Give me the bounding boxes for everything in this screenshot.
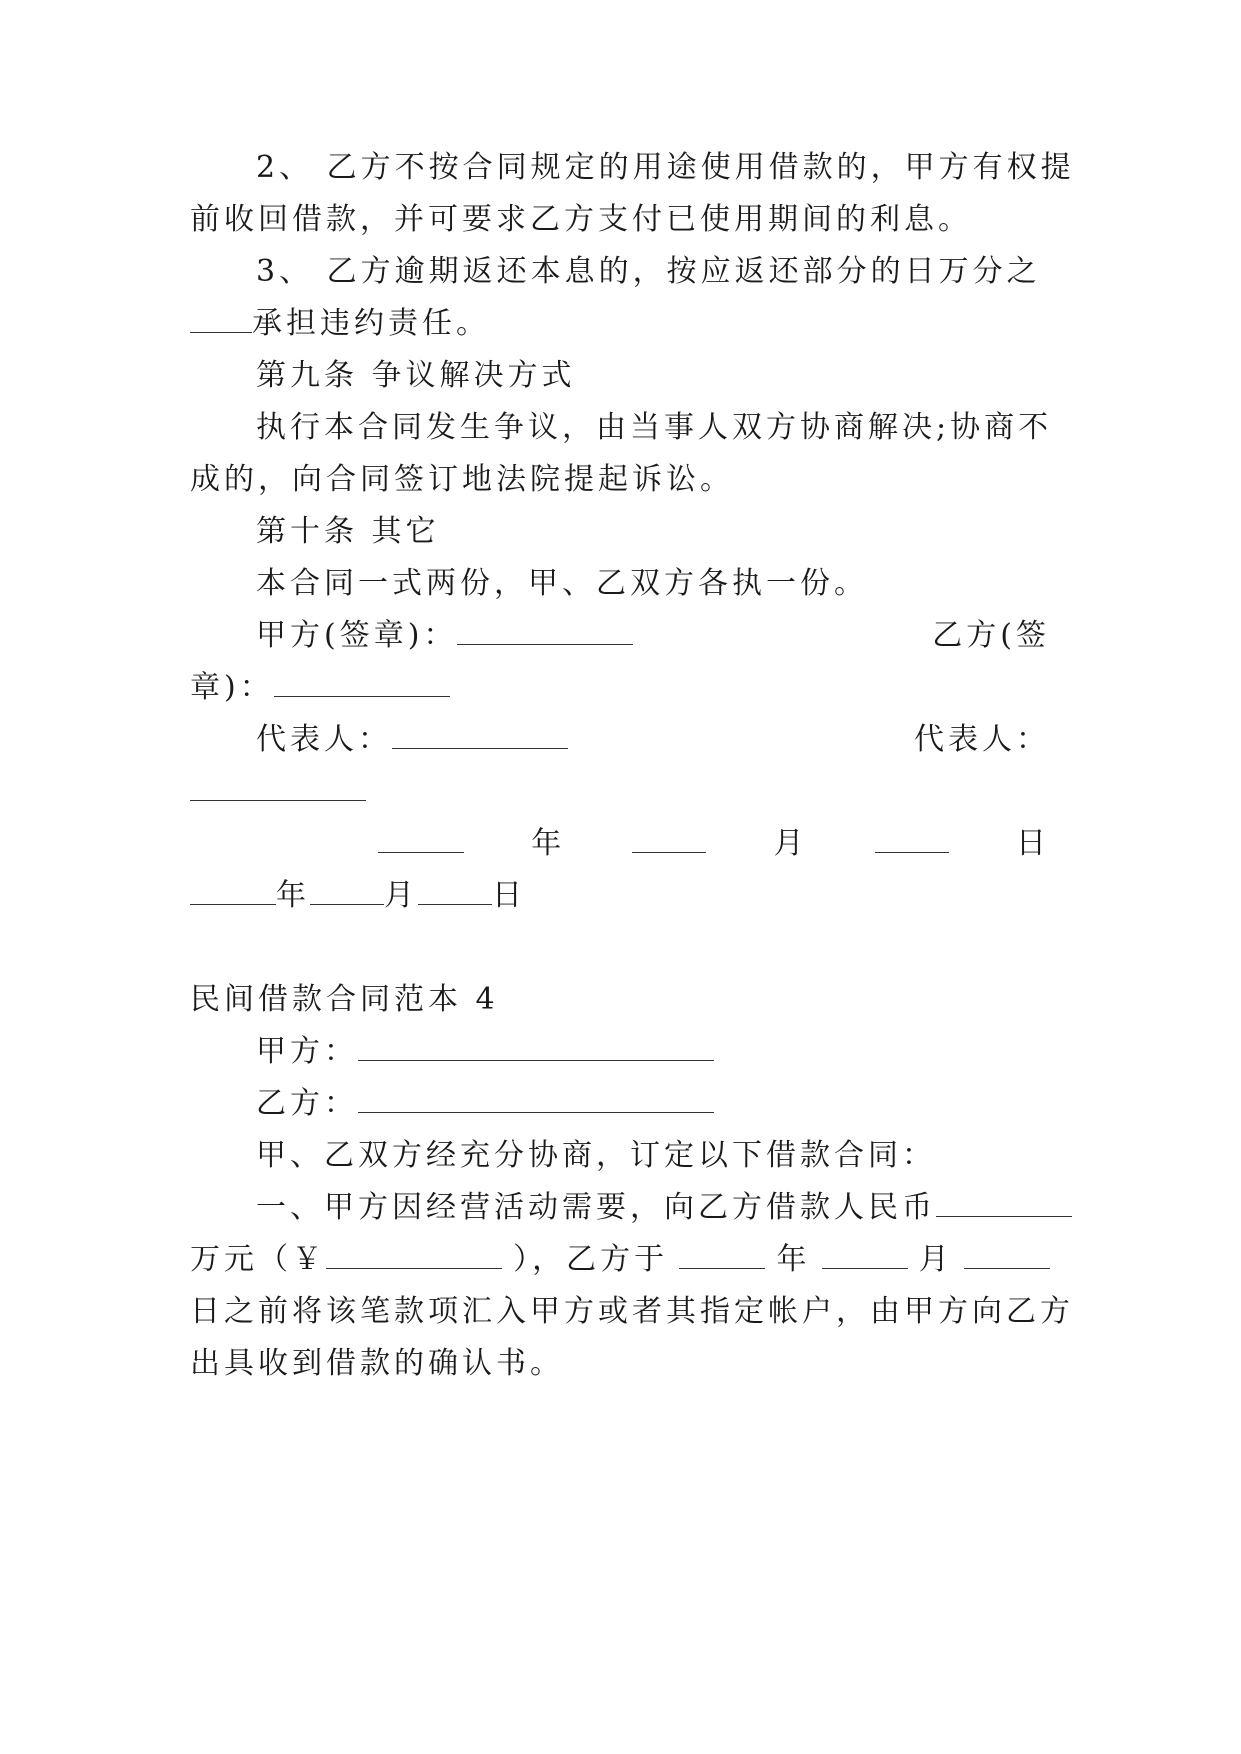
c4-mid-label: ），乙方于 [513,1242,669,1277]
party-a-sign-label: 甲方(签章)： [256,618,458,653]
rep-b-blank[interactable] [190,772,366,801]
contract-4-clause-1-line-2 [190,1240,1050,1280]
rep-a-label: 代表人： [256,722,392,757]
party-a-sign-blank[interactable] [457,616,633,645]
contract-4-party-a [256,1032,1050,1072]
date-a-year-blank[interactable] [378,824,464,853]
c4-party-a-label: 甲方： [256,1034,358,1069]
amount-blank[interactable] [936,1188,1072,1217]
contract-4-title: 民间借款合同范本 4 [190,982,499,1017]
article-10-text: 本合同一式两份，甲、乙双方各执一份。 [256,566,868,601]
date-line-b [190,876,1050,916]
clause-2-line-1: 2、 乙方不按合同规定的用途使用借款的，甲方有权提 [256,150,1075,185]
signature-line-2 [190,668,1050,708]
article-9-line-2: 成的，向合同签订地法院提起诉讼。 [190,462,734,497]
date-a-day-label: 日 [1015,826,1050,861]
c4-party-a-blank[interactable] [358,1032,714,1061]
c4-clause-1-text: 一、甲方因经营活动需要，向乙方借款人民币 [256,1190,936,1225]
article-9-title: 第九条 争议解决方式 [256,358,576,393]
c4-month-label: 月 [918,1242,953,1277]
clause-3-line-1: 3、 乙方逾期返还本息的，按应返还部分的日万分之 [256,254,1041,289]
article-10-title: 第十条 其它 [256,514,440,549]
contract-4-clause-1-line-1 [256,1188,1050,1228]
party-b-sign-label-start: 乙方(签 [932,618,1050,653]
date-b-month-label: 月 [384,878,418,913]
contract-4-clause-1-line-4: 出具收到借款的确认书。 [190,1346,564,1381]
date-a-year-label: 年 [531,826,566,861]
article-9-line-1: 执行本合同发生争议，由当事人双方协商解决;协商不 [256,410,1053,445]
clause-3-line-2 [190,304,1050,344]
c4-party-b-blank[interactable] [358,1084,714,1113]
c4-month-blank[interactable] [822,1240,908,1269]
date-a-month-label: 月 [773,826,808,861]
date-b-year-label: 年 [276,878,310,913]
contract-4-party-b [256,1084,1050,1124]
signature-line-1 [256,616,1050,656]
representative-line-2 [190,772,1050,812]
rate-blank[interactable] [190,304,252,333]
c4-year-blank[interactable] [679,1240,765,1269]
party-b-sign-label-end: 章)： [190,670,274,705]
date-a-month-blank[interactable] [632,824,706,853]
rep-a-blank[interactable] [392,720,568,749]
date-b-month-blank[interactable] [310,876,384,905]
date-b-year-blank[interactable] [190,876,276,905]
representative-line-1 [256,720,1050,760]
clause-2-line-2: 前收回借款，并可要求乙方支付已使用期间的利息。 [190,202,972,237]
c4-year-label: 年 [776,1242,811,1277]
date-line-a [378,824,1050,864]
c4-party-b-label: 乙方： [256,1086,358,1121]
contract-4-intro: 甲、乙双方经充分协商，订定以下借款合同： [256,1138,936,1173]
amount-figure-blank[interactable] [326,1240,502,1269]
date-b-day-blank[interactable] [418,876,492,905]
party-b-sign-blank[interactable] [274,668,450,697]
rep-b-label: 代表人： [914,722,1050,757]
contract-4-clause-1-line-3: 日之前将该笔款项汇入甲方或者其指定帐户，由甲方向乙方 [190,1294,1074,1329]
date-a-day-blank[interactable] [875,824,949,853]
date-b-day-label: 日 [492,878,526,913]
clause-3-tail: 承担违约责任。 [252,306,490,341]
c4-day-blank[interactable] [964,1240,1050,1269]
c4-wan-label: 万元（￥ [190,1242,326,1277]
